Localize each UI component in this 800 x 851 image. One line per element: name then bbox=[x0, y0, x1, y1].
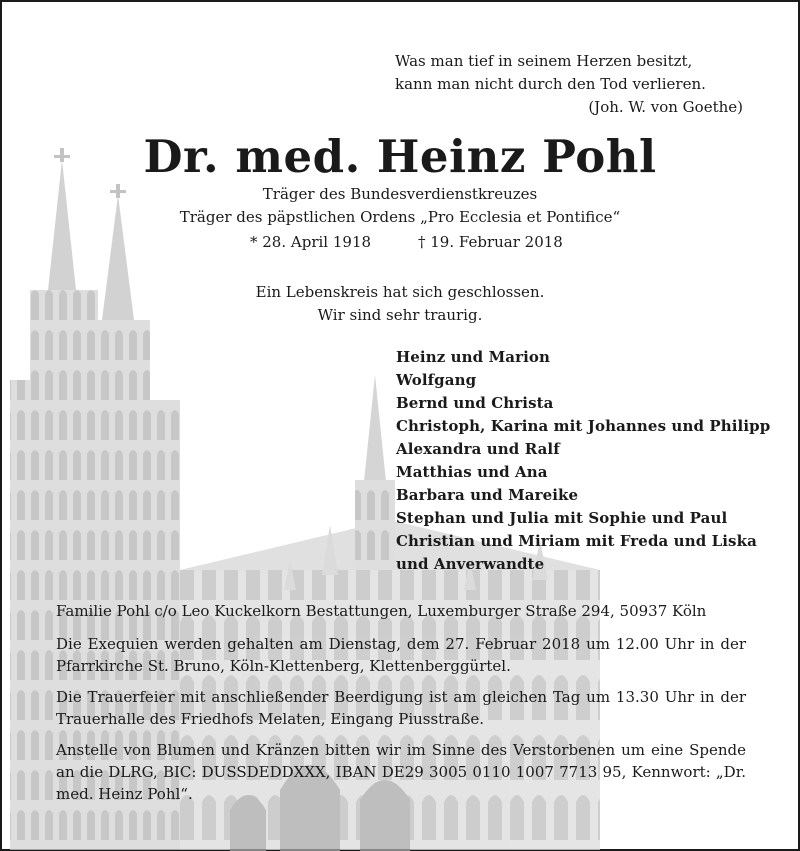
list-item: und Anverwandte bbox=[396, 555, 545, 573]
deceased-name: Dr. med. Heinz Pohl bbox=[143, 130, 657, 183]
list-item: Heinz und Marion bbox=[396, 348, 551, 366]
list-item: Stephan und Julia mit Sophie und Paul bbox=[396, 509, 728, 527]
honors-block bbox=[0, 183, 800, 229]
list-item: Christian und Miriam mit Freda und Liska bbox=[396, 532, 757, 550]
message-line: Ein Lebenskreis hat sich geschlossen. bbox=[255, 283, 545, 301]
funeral-mass-paragraph: Die Exequien werden gehalten am Dienstag, dem 27. Februar 2018 um 12.00 Uhr in der Pfarrkirche St. Bruno, Köln-Klettenberg, Klettenberggürtel. bbox=[56, 635, 746, 675]
quote-author: (Joh. W. von Goethe) bbox=[588, 98, 743, 116]
list-item: Barbara und Mareike bbox=[396, 486, 579, 504]
mourners-list bbox=[396, 346, 770, 576]
burial-paragraph: Die Trauerfeier mit anschließender Beerdigung ist am gleichen Tag um 13.30 Uhr in der Trauerhalle des Friedhofs Melaten, Eingang Piusstraße. bbox=[56, 688, 746, 728]
quote-line: kann man nicht durch den Tod verlieren. bbox=[395, 75, 706, 93]
donation-paragraph: Anstelle von Blumen und Kränzen bitten wir im Sinne des Verstorbenen um eine Spende an die DLRG, BIC: DUSSDEDDXXX, IBAN DE29 3005 0110 1007 7713 95, Kennwort: „Dr. med. Heinz Pohl“. bbox=[56, 741, 746, 803]
honor-line: Träger des Bundesverdienstkreuzes bbox=[262, 185, 538, 203]
honor-line: Träger des päpstlichen Ordens „Pro Ecclesia et Pontifice“ bbox=[179, 208, 621, 226]
death-date: † 19. Februar 2018 bbox=[418, 233, 563, 251]
contact-address: Familie Pohl c/o Leo Kuckelkorn Bestattungen, Luxemburger Straße 294, 50937 Köln bbox=[56, 602, 707, 620]
list-item: Bernd und Christa bbox=[396, 394, 554, 412]
message-line: Wir sind sehr traurig. bbox=[317, 306, 483, 324]
goethe-quote bbox=[395, 50, 755, 119]
list-item: Christoph, Karina mit Johannes und Philipp bbox=[396, 417, 771, 435]
list-item: Wolfgang bbox=[396, 371, 477, 389]
mourning-message bbox=[0, 281, 800, 327]
list-item: Matthias und Ana bbox=[396, 463, 548, 481]
birth-date: * 28. April 1918 bbox=[250, 233, 372, 251]
list-item: Alexandra und Ralf bbox=[396, 440, 560, 458]
quote-line: Was man tief in seinem Herzen besitzt, bbox=[395, 52, 693, 70]
